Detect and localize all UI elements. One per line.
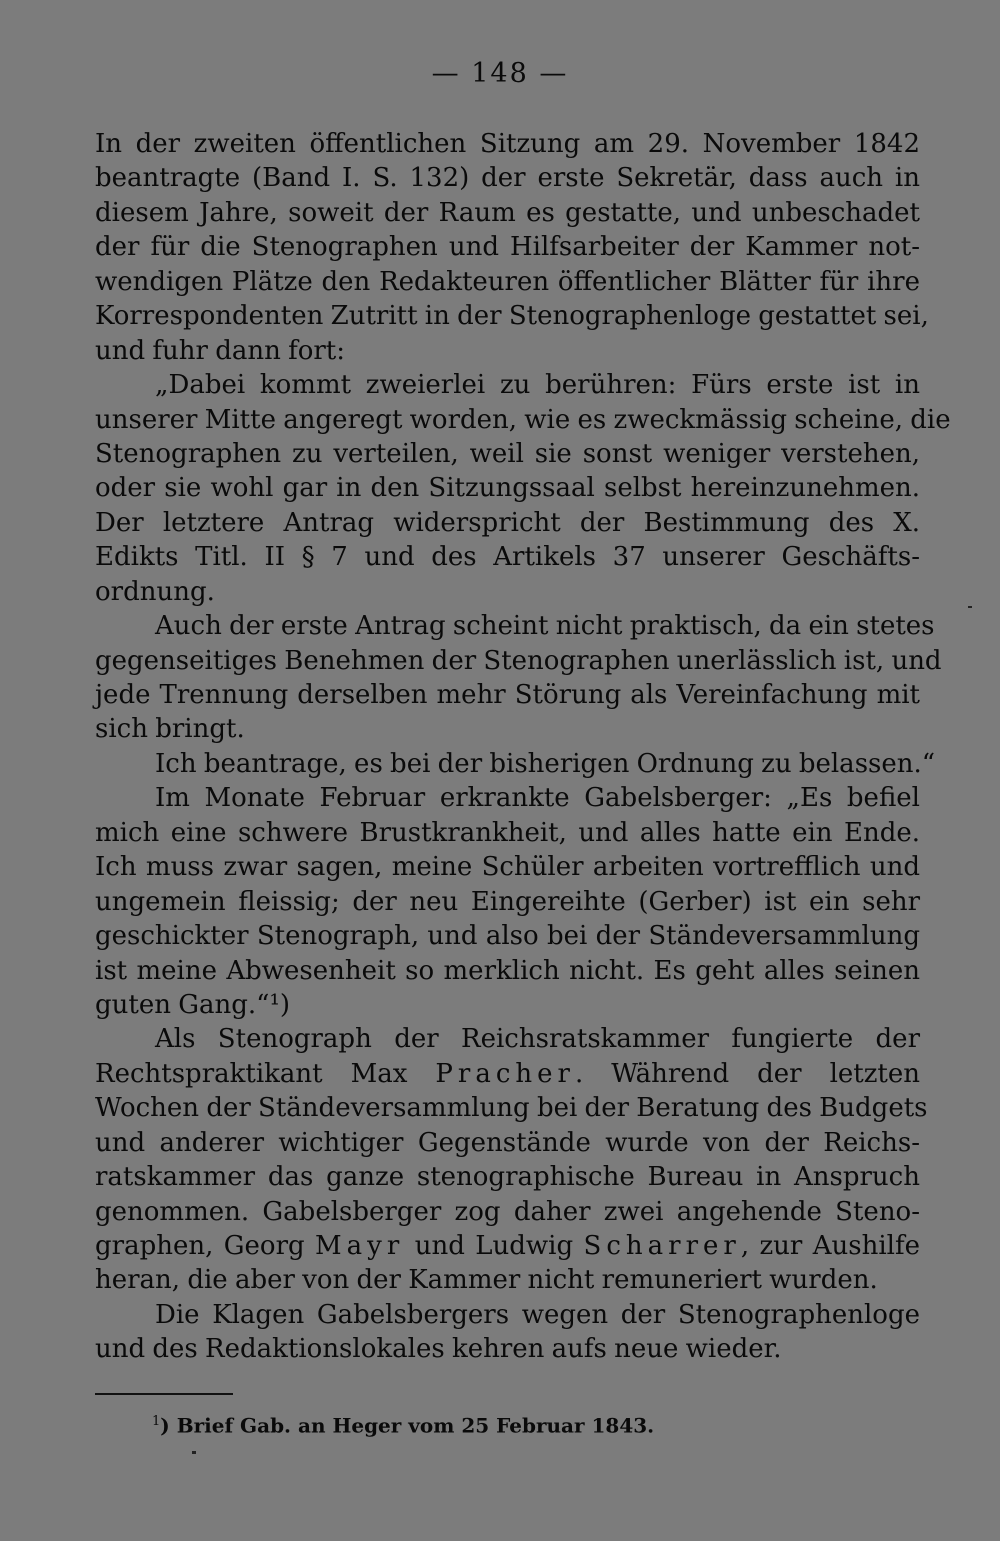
text-line: ordnung. <box>95 576 215 607</box>
footnote <box>152 1407 654 1441</box>
spaced-name: Scharrer <box>583 1231 741 1261</box>
text-line: Auch der erste Antrag scheint nicht praktisch, da ein stetes <box>155 611 935 642</box>
text-line: ist meine Abwesenheit so merklich nicht. Es geht alles seinen <box>95 955 920 986</box>
text-line: der für die Stenographen und Hilfsarbeiter der Kammer not- <box>95 232 920 263</box>
text-line: Wochen der Ständeversammlung bei der Beratung des Budgets <box>95 1093 928 1124</box>
text-line: oder sie wohl gar in den Sitzungssaal selbst hereinzunehmen. <box>95 473 920 504</box>
spaced-name: Mayr <box>315 1231 405 1261</box>
text-run: Rechtspraktikant Max <box>95 1058 436 1089</box>
text-line: In der zweiten öffentlichen Sitzung am 29. November 1842 <box>95 129 920 159</box>
text-line: wendigen Plätze den Redakteuren öffentlicher Blätter für ihre <box>95 266 920 297</box>
text-line: Ich beantrage, es bei der bisherigen Ordnung zu belassen.“ <box>155 748 936 779</box>
text-line: sich bringt. <box>95 714 245 745</box>
text-line: ratskammer das ganze stenographische Bureau in Anspruch <box>95 1162 920 1193</box>
text-line: heran, die aber von der Kammer nicht remuneriert wurden. <box>95 1265 878 1296</box>
scan-speck <box>968 606 972 608</box>
text-line: Stenographen zu verteilen, weil sie sonst weniger verstehen, <box>95 438 920 469</box>
text-line: Als Stenograph der Reichsratskammer fungierte der <box>155 1024 920 1055</box>
text-line: Ich muss zwar sagen, meine Schüler arbeiten vortrefflich und <box>95 852 920 883</box>
footnote-separator <box>95 1393 233 1395</box>
footnote-marker: 1 <box>152 1414 161 1429</box>
text-line: und fuhr dann fort: <box>95 335 346 366</box>
text-line: ungemein fleissig; der neu Eingereihte (Gerber) ist ein sehr <box>95 886 920 917</box>
text-line: gegenseitiges Benehmen der Stenographen unerlässlich ist, und <box>95 645 942 676</box>
text-line: Im Monate Februar erkrankte Gabelsberger: „Es befiel <box>155 783 920 814</box>
page-number: — 148 — <box>431 58 569 89</box>
text-line: guten Gang.“¹) <box>95 989 291 1020</box>
text-line: Korrespondenten Zutritt in der Stenographenloge gestattet sei, <box>95 301 929 332</box>
text-line: Edikts Titl. II § 7 und des Artikels 37 unserer Geschäfts- <box>95 542 920 573</box>
text-run: . Während der letzten <box>574 1058 920 1089</box>
text-line: unserer Mitte angeregt worden, wie es zweckmässig scheine, die <box>95 404 951 435</box>
scan-speck <box>192 1451 196 1454</box>
text-line <box>95 1057 920 1091</box>
text-line <box>95 1229 920 1263</box>
body-text <box>95 127 951 1367</box>
text-run: graphen, Georg <box>95 1231 316 1261</box>
text-line: „Dabei kommt zweierlei zu berühren: Fürs erste ist in <box>155 370 920 401</box>
text-run: und Ludwig <box>404 1231 584 1261</box>
footnote-text: ) Brief Gab. an Heger vom 25 Februar 1843. <box>160 1413 655 1438</box>
text-line: Die Klagen Gabelsbergers wegen der Stenographenloge <box>155 1299 920 1330</box>
text-run: , zur Aushilfe <box>740 1231 921 1261</box>
text-line: geschickter Stenograph, und also bei der Ständeversammlung <box>95 921 920 952</box>
text-line: mich eine schwere Brustkrankheit, und alles hatte ein Ende. <box>95 817 920 848</box>
text-line: jede Trennung derselben mehr Störung als Vereinfachung mit <box>95 680 920 710</box>
text-line: Der letztere Antrag widerspricht der Bestimmung des X. <box>95 507 920 538</box>
text-line: diesem Jahre, soweit der Raum es gestatte, und unbeschadet <box>95 197 920 228</box>
text-line: beantragte (Band I. S. 132) der erste Sekretär, dass auch in <box>95 163 920 194</box>
spaced-name: Pracher <box>435 1058 575 1089</box>
text-line: und anderer wichtiger Gegenstände wurde von der Reichs- <box>95 1127 920 1158</box>
text-line: und des Redaktionslokales kehren aufs neue wieder. <box>95 1334 782 1365</box>
text-line: genommen. Gabelsberger zog daher zwei angehende Steno- <box>95 1196 920 1227</box>
